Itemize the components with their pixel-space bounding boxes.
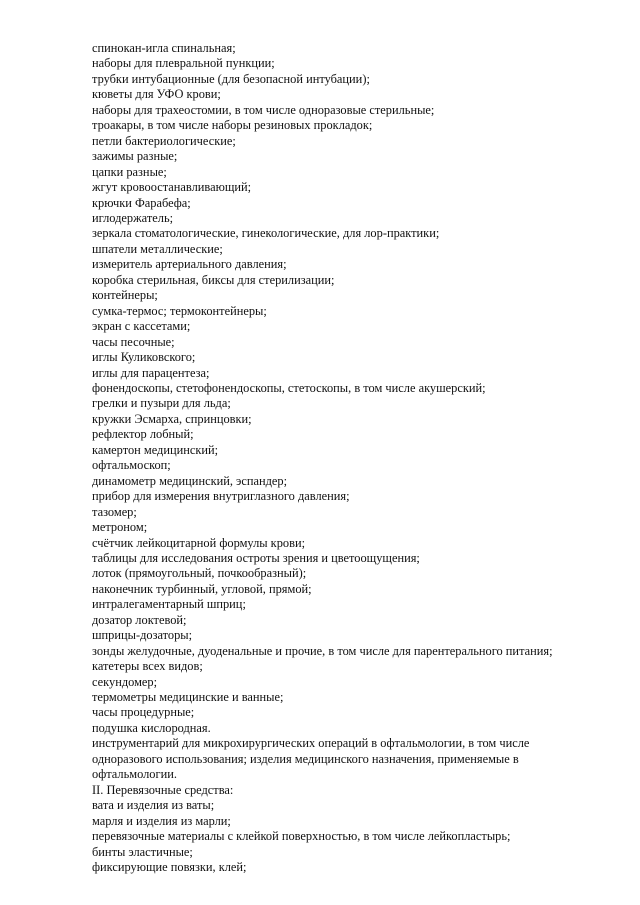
item-list <box>92 41 562 875</box>
list-item: часы процедурные; <box>92 705 195 720</box>
list-item: тазомер; <box>92 504 137 519</box>
list-item: зеркала стоматологические, гинекологические, для лор-практики; <box>92 226 440 241</box>
list-item: камертон медицинский; <box>92 442 219 457</box>
list-item: прибор для измерения внутриглазного давления; <box>92 489 350 504</box>
list-item: фиксирующие повязки, клей; <box>92 860 247 875</box>
list-item: перевязочные материалы с клейкой поверхностью, в том числе лейкопластырь; <box>92 829 511 844</box>
list-item: наборы для трахеостомии, в том числе одноразовые стерильные; <box>92 102 435 117</box>
list-item: сумка-термос; термоконтейнеры; <box>92 303 267 318</box>
list-item: офтальмоскоп; <box>92 458 171 473</box>
list-item: фонендоскопы, стетофонендоскопы, стетоскопы, в том числе акушерский; <box>92 380 486 395</box>
list-item: иглы Куликовского; <box>92 350 196 365</box>
list-item: счётчик лейкоцитарной формулы крови; <box>92 535 306 550</box>
list-item: зажимы разные; <box>92 149 178 164</box>
list-item: зонды желудочные, дуоденальные и прочие, в том числе для парентерального питания; <box>92 643 553 658</box>
list-item: крючки Фарабефа; <box>92 195 191 210</box>
list-item: наборы для плевральной пункции; <box>92 56 275 71</box>
list-item: вата и изделия из ваты; <box>92 798 215 813</box>
list-item: одноразового использования; изделия медицинского назначения, применяемые в <box>92 751 519 766</box>
list-item: секундомер; <box>92 674 158 689</box>
list-item: коробка стерильная, биксы для стерилизации; <box>92 272 335 287</box>
list-item: экран с кассетами; <box>92 319 191 334</box>
list-item: дозатор локтевой; <box>92 612 187 627</box>
list-item: шпатели металлические; <box>92 241 223 256</box>
list-item: инструментарий для микрохирургических операций в офтальмологии, в том числе <box>92 736 530 751</box>
list-item: иглодержатель; <box>92 210 174 225</box>
list-item: офтальмологии. <box>92 767 177 782</box>
list-item: рефлектор лобный; <box>92 427 194 442</box>
list-item: грелки и пузыри для льда; <box>92 396 231 411</box>
list-item: петли бактериологические; <box>92 133 236 148</box>
list-item: наконечник турбинный, угловой, прямой; <box>92 581 312 596</box>
list-item: контейнеры; <box>92 288 158 303</box>
list-item: лоток (прямоугольный, почкообразный); <box>92 566 307 581</box>
list-item: марля и изделия из марли; <box>92 813 231 828</box>
list-item: кружки Эсмарха, спринцовки; <box>92 411 252 426</box>
list-item: часы песочные; <box>92 334 175 349</box>
list-item: термометры медицинские и ванные; <box>92 690 284 705</box>
list-item: динамометр медицинский, эспандер; <box>92 473 288 488</box>
list-item: измеритель артериального давления; <box>92 257 287 272</box>
list-item: троакары, в том числе наборы резиновых прокладок; <box>92 118 373 133</box>
list-item: таблицы для исследования остроты зрения и цветоощущения; <box>92 550 420 565</box>
list-item: метроном; <box>92 520 148 535</box>
list-item: спинокан-игла спинальная; <box>92 41 236 55</box>
list-item: трубки интубационные (для безопасной интубации); <box>92 71 370 86</box>
list-item: кюветы для УФО крови; <box>92 87 221 102</box>
list-item: II. Перевязочные средства: <box>92 782 234 797</box>
list-item: шприцы-дозаторы; <box>92 628 193 643</box>
list-item: цапки разные; <box>92 164 167 179</box>
list-item: катетеры всех видов; <box>92 659 203 674</box>
list-item: интралегаментарный шприц; <box>92 597 246 612</box>
list-item: бинты эластичные; <box>92 844 193 859</box>
list-item: иглы для парацентеза; <box>92 365 210 380</box>
list-item: подушка кислородная. <box>92 720 211 735</box>
list-item: жгут кровоостанавливающий; <box>92 180 252 195</box>
